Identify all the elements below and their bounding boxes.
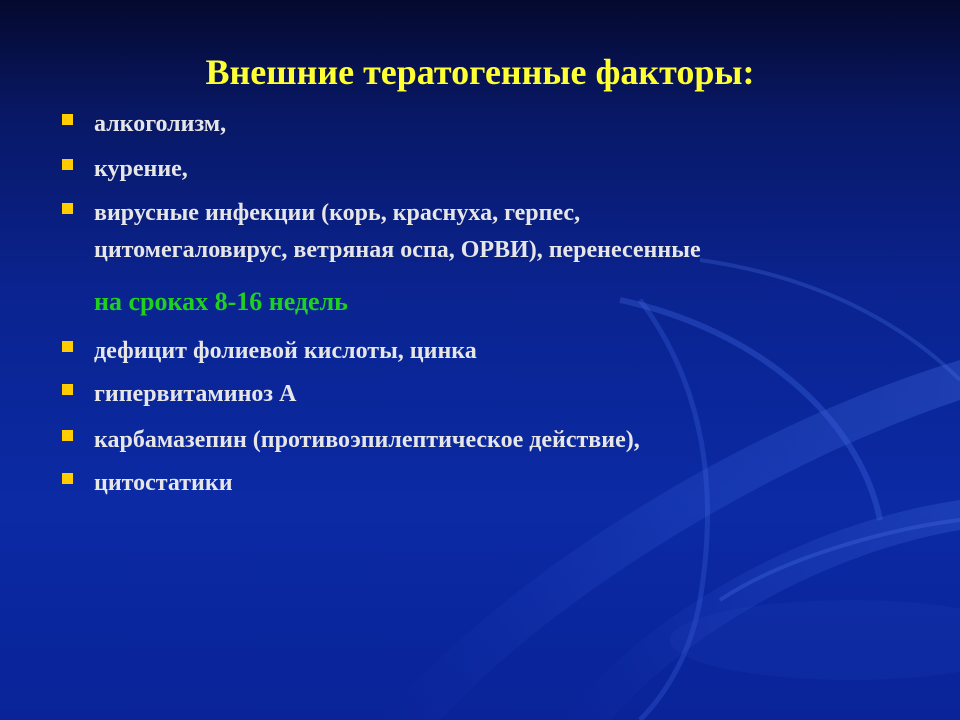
- list-item-text: карбамазепин (противоэпилептическое действие),: [94, 427, 640, 453]
- square-bullet-icon: [62, 473, 73, 484]
- list-item-text-continued: цитомегаловирус, ветряная оспа, ОРВИ), перенесенные: [94, 237, 701, 263]
- square-bullet-icon: [62, 430, 73, 441]
- list-item-text: алкоголизм,: [94, 111, 227, 137]
- slide-title: Внешние тератогенные факторы:: [205, 52, 755, 92]
- square-bullet-icon: [62, 114, 73, 125]
- list-item-text: гипервитаминоз А: [94, 381, 297, 407]
- highlight-text-term: на сроках 8-16 недель: [94, 287, 348, 316]
- square-bullet-icon: [62, 384, 73, 395]
- list-item-text: дефицит фолиевой кислоты, цинка: [94, 338, 477, 364]
- square-bullet-icon: [62, 341, 73, 352]
- square-bullet-icon: [62, 159, 73, 170]
- list-item-text: курение,: [94, 156, 188, 182]
- list-item-text: вирусные инфекции (корь, краснуха, герпес,: [94, 200, 581, 226]
- list-item-text: цитостатики: [94, 470, 233, 496]
- square-bullet-icon: [62, 203, 73, 214]
